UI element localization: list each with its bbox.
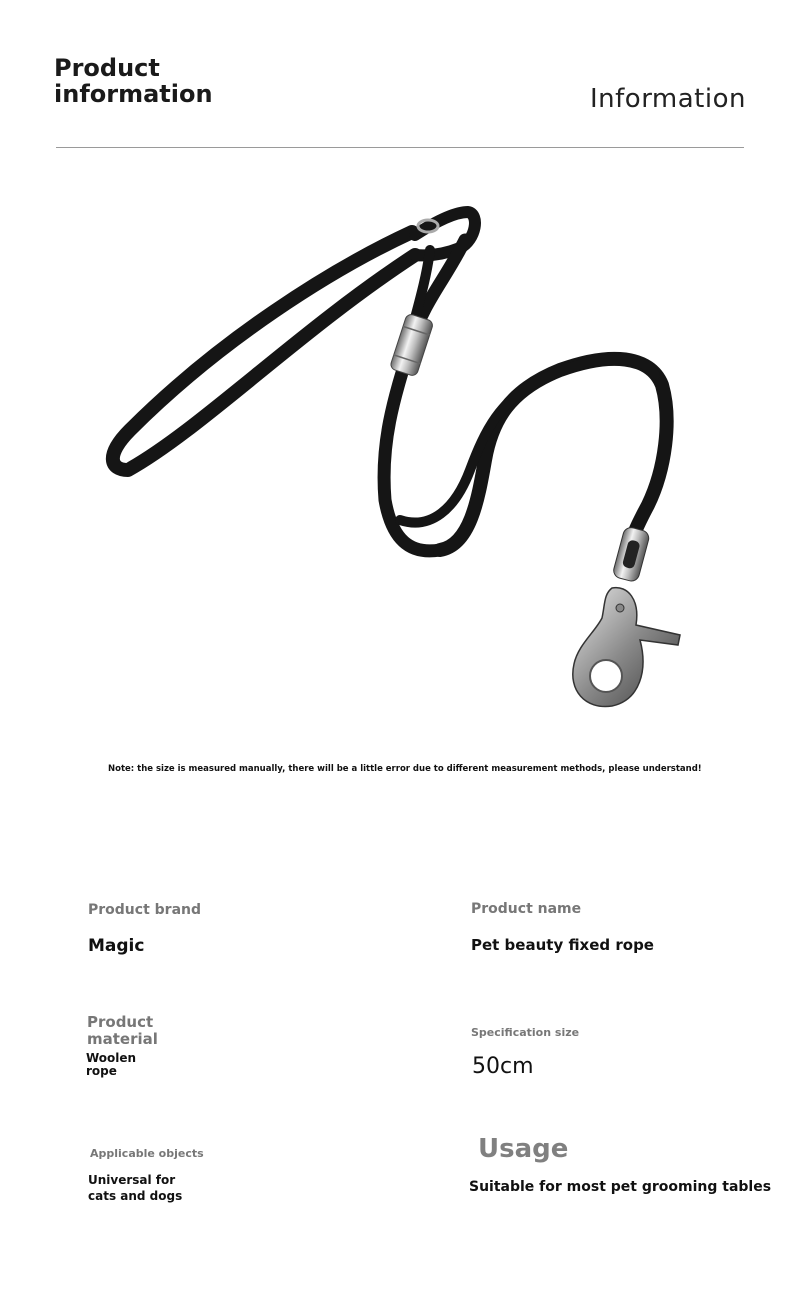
measurement-note: Note: the size is measured manually, there will be a little error due to different measurement methods, please understand! bbox=[108, 764, 702, 774]
material-label: Product material bbox=[87, 1013, 158, 1048]
material-value: Woolen rope bbox=[86, 1051, 137, 1078]
name-label: Product name bbox=[471, 901, 582, 917]
brand-label: Product brand bbox=[88, 902, 201, 918]
objects-label: Applicable objects bbox=[90, 1147, 204, 1160]
size-label: Specification size bbox=[471, 1026, 580, 1039]
name-value: Pet beauty fixed rope bbox=[471, 936, 654, 954]
section-title: Information bbox=[589, 84, 746, 114]
page-title: Product information bbox=[54, 54, 213, 108]
brand-value: Magic bbox=[88, 936, 145, 956]
usage-label: Usage bbox=[478, 1134, 569, 1164]
divider bbox=[56, 147, 744, 148]
usage-value: Suitable for most pet grooming tables bbox=[469, 1179, 772, 1195]
objects-value: Universal for cats and dogs bbox=[88, 1173, 183, 1203]
product-image bbox=[100, 195, 700, 725]
size-value: 50cm bbox=[472, 1054, 534, 1079]
